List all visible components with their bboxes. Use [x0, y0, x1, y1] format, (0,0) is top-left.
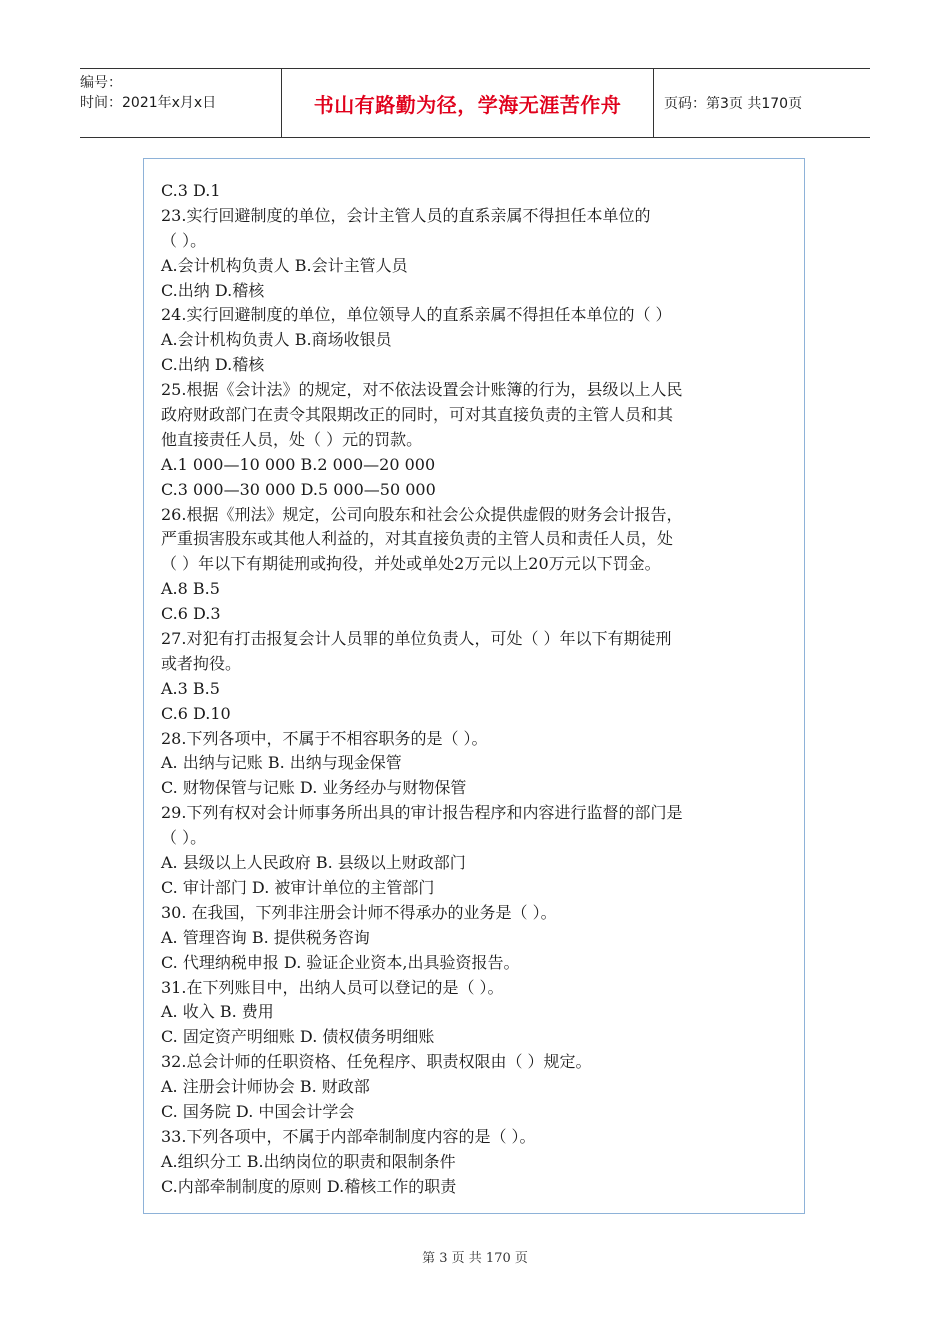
text-line: （ ）。	[161, 230, 207, 250]
text-line: C.6 D.10	[161, 703, 231, 723]
text-line: （ ）。	[161, 828, 207, 848]
date-label: 时间：2021年x月x日	[80, 95, 217, 111]
text-line: 政府财政部门在责令其限期改正的同时，可对其直接负责的主管人员和其	[161, 405, 674, 425]
text-line: 30. 在我国，下列非注册会计师不得承办的业务是（ ）。	[161, 902, 557, 922]
number-label: 编号：	[80, 75, 122, 91]
text-line: A.会计机构负责人 B.会计主管人员	[161, 255, 408, 275]
text-line: 24.实行回避制度的单位，单位领导人的直系亲属不得担任本单位的（ ）	[161, 305, 672, 325]
text-line: 31.在下列账目中，出纳人员可以登记的是（ ）。	[161, 977, 504, 997]
text-line: A. 县级以上人民政府 B. 县级以上财政部门	[161, 853, 466, 873]
text-line: C.内部牵制制度的原则 D.稽核工作的职责	[161, 1176, 457, 1196]
text-line: 32.总会计师的任职资格、任免程序、职责权限由（ ）规定。	[161, 1052, 592, 1072]
text-line: A.8 B.5	[161, 579, 220, 599]
content-box	[143, 158, 805, 1214]
text-line: A. 管理咨询 B. 提供税务咨询	[161, 927, 370, 947]
page-footer: 第 3 页 共 170 页	[422, 1251, 528, 1266]
text-line: C.6 D.3	[161, 604, 221, 624]
text-line: C. 财物保管与记账 D. 业务经办与财物保管	[161, 778, 467, 798]
text-line: 23.实行回避制度的单位，会计主管人员的直系亲属不得担任本单位的	[161, 205, 651, 225]
text-line: C. 国务院 D. 中国会计学会	[161, 1101, 355, 1121]
text-line: A.1 000—10 000 B.2 000—20 000	[161, 454, 436, 474]
text-line: A. 注册会计师协会 B. 财政部	[161, 1077, 370, 1097]
text-line: 33.下列各项中，不属于内部牵制制度内容的是（ ）。	[161, 1126, 536, 1146]
text-line: 严重损害股东或其他人利益的，对其直接负责的主管人员和责任人员，处	[161, 529, 674, 549]
header-page-info: 页码：第3页 共170页	[664, 96, 803, 112]
text-line: A.会计机构负责人 B.商场收银员	[161, 330, 392, 350]
text-line: 他直接责任人员，处（ ）元的罚款。	[161, 429, 423, 449]
text-line: C. 固定资产明细账 D. 债权债务明细账	[161, 1027, 435, 1047]
text-line: A.组织分工 B.出纳岗位的职责和限制条件	[161, 1151, 456, 1171]
text-line: A. 出纳与记账 B. 出纳与现金保管	[161, 753, 402, 773]
text-line: C.3 000—30 000 D.5 000—50 000	[161, 479, 436, 499]
page-header	[80, 68, 870, 138]
text-line: C.3 D.1	[161, 181, 221, 200]
header-motto: 书山有路勤为径，学海无涯苦作舟	[282, 69, 654, 137]
text-line: 25.根据《会计法》的规定，对不依法设置会计账簿的行为，县级以上人民	[161, 380, 683, 400]
text-line: 27.对犯有打击报复会计人员罪的单位负责人，可处（ ）年以下有期徒刑	[161, 629, 672, 649]
header-meta	[80, 69, 282, 137]
text-line: 29.下列有权对会计师事务所出具的审计报告程序和内容进行监督的部门是	[161, 803, 683, 823]
text-line: A. 收入 B. 费用	[161, 1002, 274, 1022]
text-line: （ ）年以下有期徒刑或拘役，并处或单处2万元以上20万元以下罚金。	[161, 554, 661, 574]
text-line: 或者拘役。	[161, 653, 242, 673]
text-line: C.出纳 D.稽核	[161, 280, 265, 300]
text-line: 26.根据《刑法》规定，公司向股东和社会公众提供虚假的财务会计报告，	[161, 504, 683, 524]
text-line: A.3 B.5	[161, 678, 220, 698]
text-line: C.出纳 D.稽核	[161, 355, 265, 375]
text-line: C. 代理纳税申报 D. 验证企业资本,出具验资报告。	[161, 952, 520, 972]
text-line: C. 审计部门 D. 被审计单位的主管部门	[161, 877, 435, 897]
text-line: 28.下列各项中，不属于不相容职务的是（ ）。	[161, 728, 488, 748]
